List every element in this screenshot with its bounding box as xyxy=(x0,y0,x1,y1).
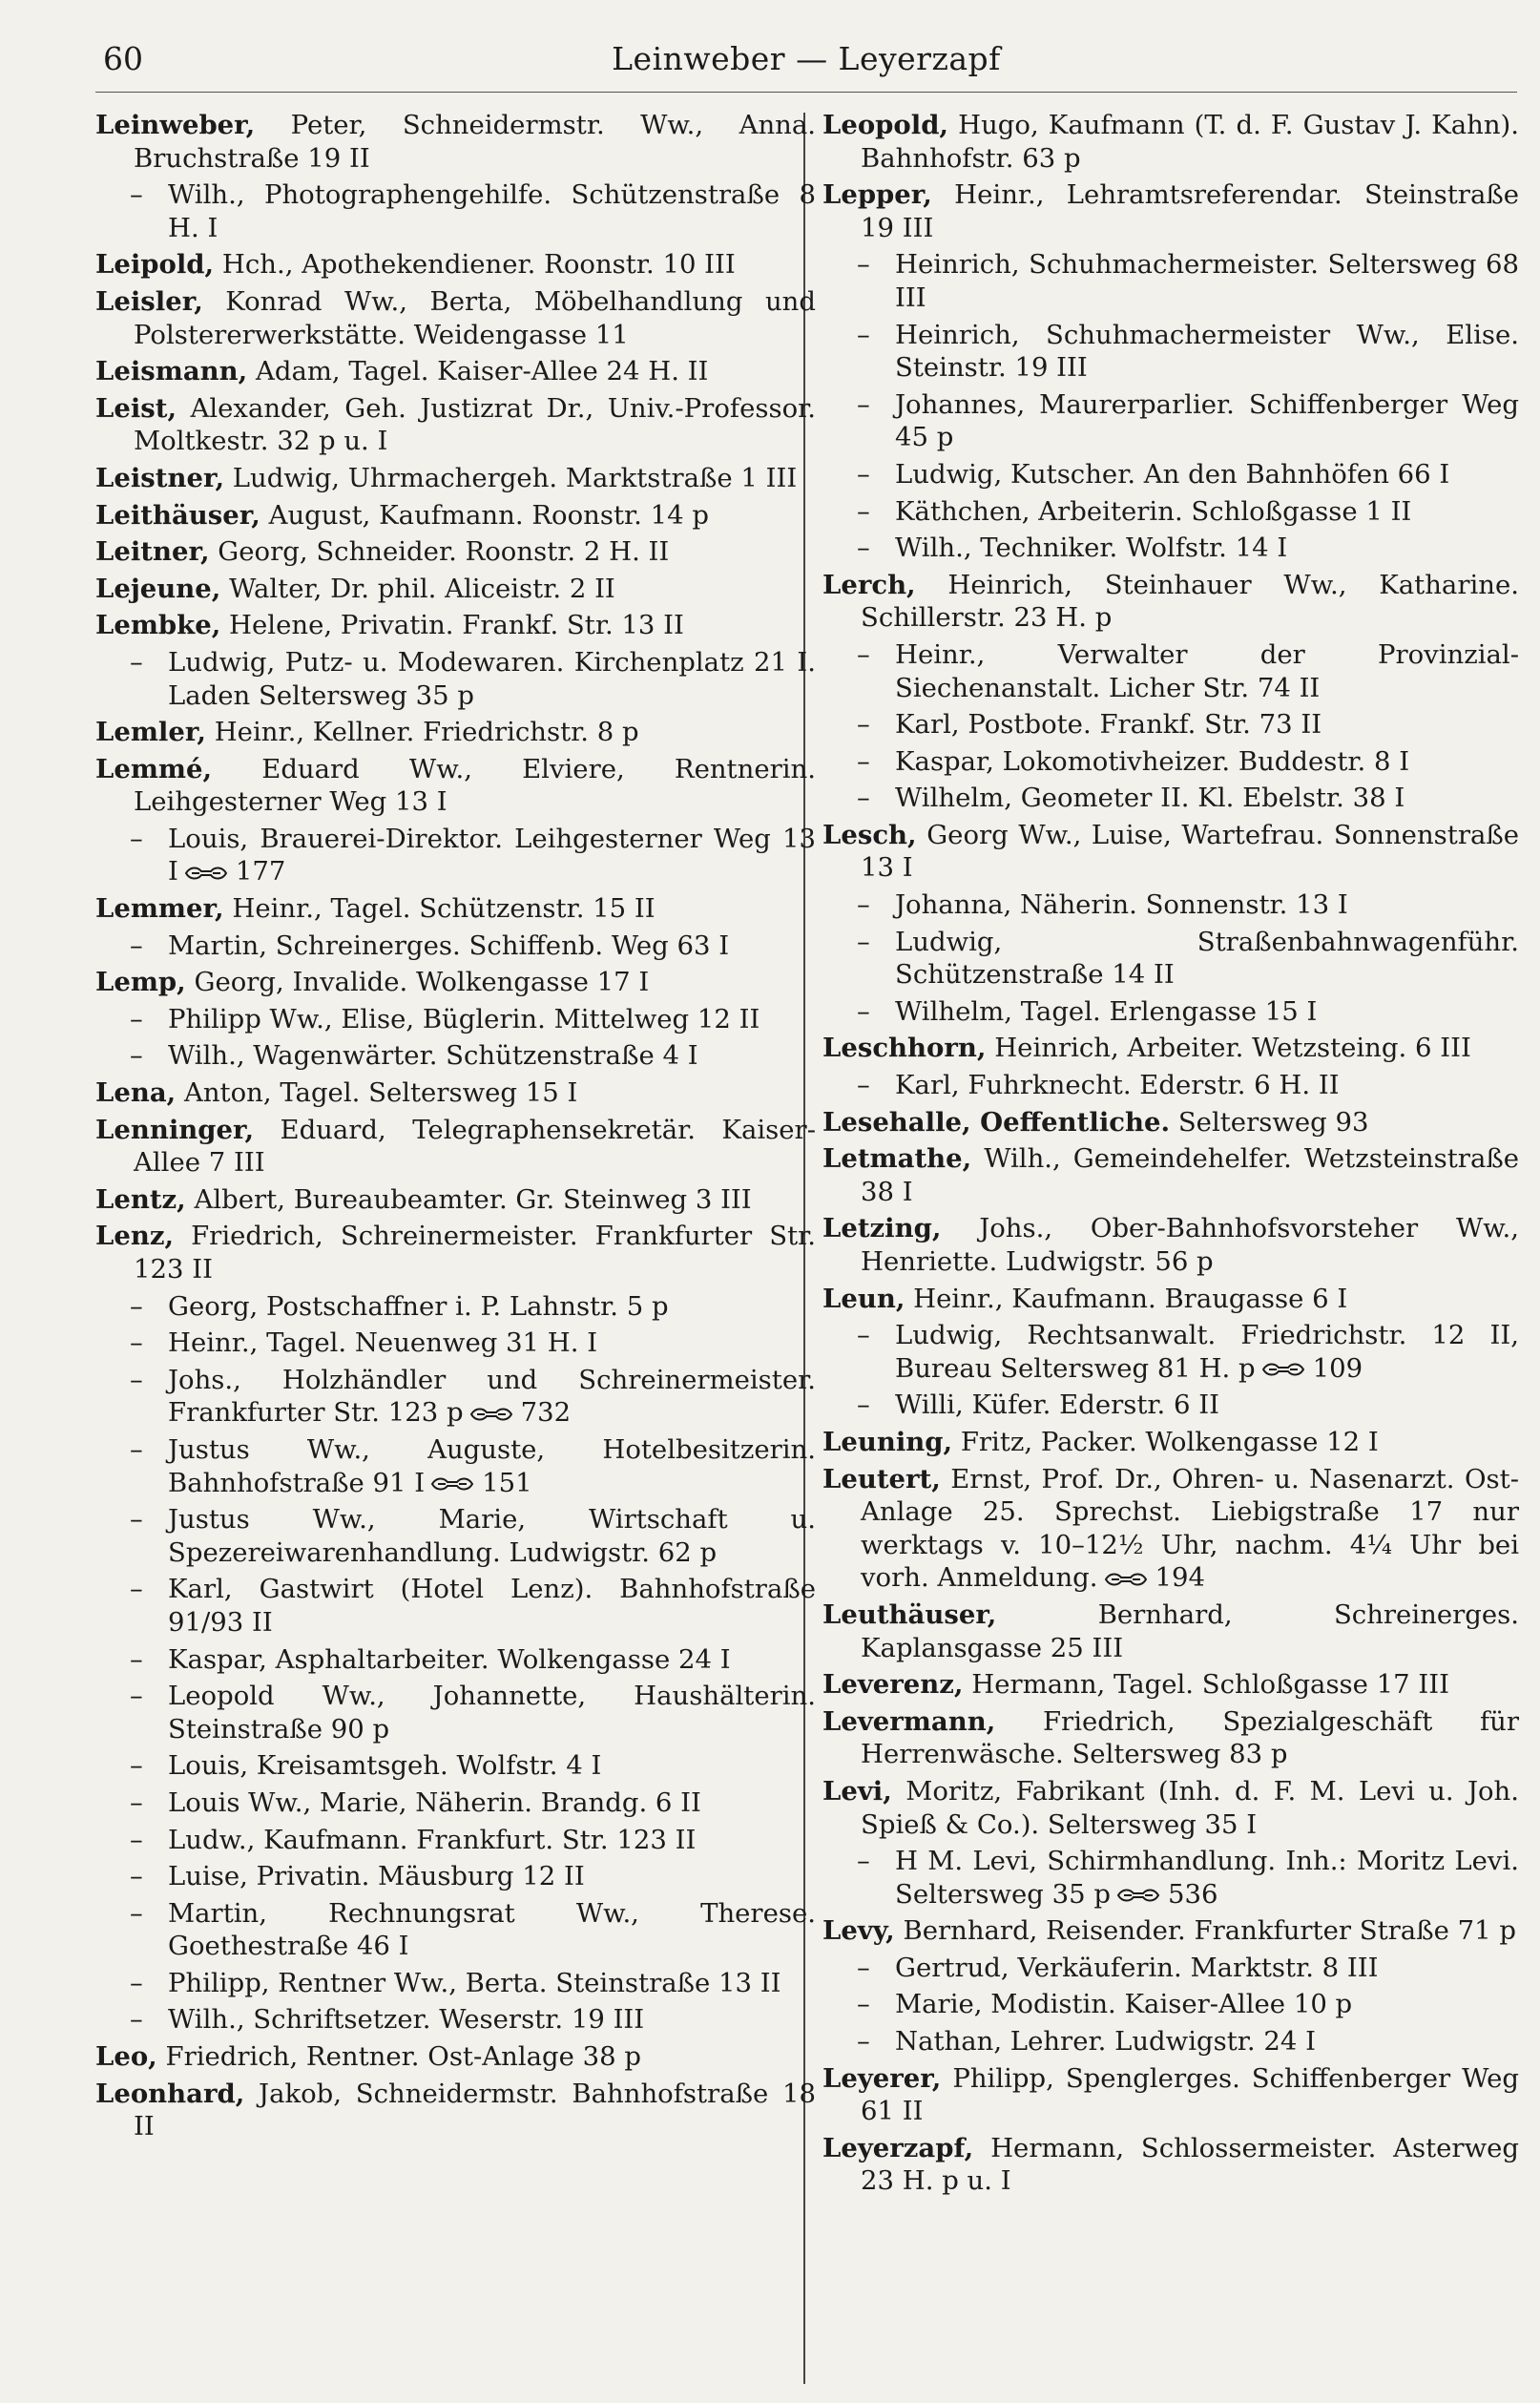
continuation-dash: – xyxy=(130,1504,143,1536)
directory-entry xyxy=(95,1897,816,1963)
continuation-dash: – xyxy=(130,1327,143,1359)
entry-surname: Lesch, xyxy=(822,819,917,850)
entry-surname: Lemp, xyxy=(95,967,186,998)
entry-text: Fritz, Packer. Wolkengasse 12 I xyxy=(960,1426,1379,1457)
continuation-dash: – xyxy=(130,1750,143,1782)
entry-surname: Lenz, xyxy=(95,1221,175,1252)
continuation-dash: – xyxy=(857,783,870,814)
entry-surname: Lepper, xyxy=(822,179,932,211)
entry-text: Wilhelm, Geometer II. Kl. Ebelstr. 38 I xyxy=(895,783,1405,814)
entry-surname: Leinweber, xyxy=(95,110,256,140)
entry-text: August, Kaufmann. Roonstr. 14 p xyxy=(268,499,709,531)
entry-text: Wilh., Schriftsetzer. Weserstr. 19 III xyxy=(168,2004,645,2036)
entry-text: Wilh., Techniker. Wolfstr. 14 I xyxy=(895,533,1288,564)
entry-surname: Leitner, xyxy=(95,536,210,568)
continuation-dash: – xyxy=(857,495,870,527)
entry-text: Peter, Schneidermstr. Ww., Anna. Bruchstraße 19 II xyxy=(134,110,816,174)
directory-entry xyxy=(95,1327,816,1360)
directory-entry xyxy=(95,1749,816,1783)
continuation-dash: – xyxy=(130,1897,143,1929)
entry-text: Philipp Ww., Elise, Büglerin. Mittelweg 12 II xyxy=(168,1003,760,1034)
left-column xyxy=(95,109,816,2147)
directory-entry xyxy=(822,2132,1519,2198)
continuation-dash: – xyxy=(130,2004,143,2036)
continuation-dash: – xyxy=(130,1040,143,1072)
entry-surname: Lerch, xyxy=(822,569,916,600)
entry-text: Hch., Apothekendiener. Roonstr. 10 III xyxy=(221,249,736,281)
directory-entry xyxy=(95,573,816,606)
directory-entry xyxy=(822,248,1519,314)
entry-text: Moritz, Fabrikant (Inh. d. F. M. Levi u. Joh. Spieß & Co.). Seltersweg 35 I xyxy=(861,1775,1519,1840)
directory-entry xyxy=(822,638,1519,704)
entry-surname: Leun, xyxy=(822,1283,905,1314)
continuation-dash: – xyxy=(130,1574,143,1605)
directory-entry xyxy=(822,782,1519,815)
entry-text: Philipp, Spenglerges. Schiffenberger Weg 61 II xyxy=(861,2062,1519,2127)
directory-entry xyxy=(95,285,816,351)
directory-entry xyxy=(95,248,816,282)
entry-surname: Leithäuser, xyxy=(95,499,260,531)
entry-text: Bernhard, Schreinerges. Kaplansgasse 25 III xyxy=(861,1599,1519,1663)
entry-text: Seltersweg 93 xyxy=(1177,1106,1369,1138)
entry-text: Heinrich, Steinhauer Ww., Katharine. Schillerstr. 23 H. p xyxy=(861,569,1519,634)
entry-surname: Leonhard, xyxy=(95,2078,245,2109)
directory-entry xyxy=(822,1142,1519,1208)
directory-entry xyxy=(95,1114,816,1180)
entry-text: Ludwig, Straßenbahnwagenführ. Schützenstraße 14 II xyxy=(895,926,1519,991)
directory-entry xyxy=(95,753,816,819)
continuation-dash: – xyxy=(857,1320,870,1351)
continuation-dash: – xyxy=(130,930,143,961)
directory-entry xyxy=(95,930,816,963)
directory-entry xyxy=(95,1824,816,1857)
directory-entry xyxy=(95,178,816,244)
phone-number: 109 xyxy=(1312,1352,1363,1384)
running-head: Leinweber — Leyerzapf xyxy=(612,40,1001,77)
entry-surname: Lenninger, xyxy=(95,1114,255,1145)
continuation-dash: – xyxy=(857,319,870,350)
continuation-dash: – xyxy=(857,2026,870,2058)
entry-text: Johanna, Näherin. Sonnenstr. 13 I xyxy=(895,889,1348,921)
directory-entry xyxy=(95,1967,816,2000)
entry-text: Kaspar, Lokomotivheizer. Buddestr. 8 I xyxy=(895,745,1410,777)
directory-entry xyxy=(95,499,816,533)
directory-entry xyxy=(822,1775,1519,1841)
entry-surname: Leschhorn, xyxy=(822,1033,987,1064)
entry-text: Heinrich, Arbeiter. Wetzsteing. 6 III xyxy=(994,1033,1471,1064)
entry-text: Ludwig, Putz- u. Modewaren. Kirchenplatz 21 I. Laden Seltersweg 35 p xyxy=(168,646,816,711)
entry-surname: Leuning, xyxy=(822,1426,953,1457)
directory-entry xyxy=(822,1599,1519,1664)
continuation-dash: – xyxy=(130,179,143,211)
entry-text: Konrad Ww., Berta, Möbelhandlung und Polstererwerkstätte. Weidengasse 11 xyxy=(134,285,816,350)
telephone-icon xyxy=(1116,1887,1160,1904)
entry-surname: Lemmer, xyxy=(95,893,224,925)
directory-entry xyxy=(95,1680,816,1745)
entry-text: Louis, Kreisamtsgeh. Wolfstr. 4 I xyxy=(168,1750,602,1782)
directory-entry xyxy=(822,319,1519,385)
directory-entry xyxy=(95,1643,816,1677)
telephone-icon xyxy=(1104,1571,1148,1588)
directory-entry xyxy=(822,458,1519,491)
entry-surname: Leyerzapf, xyxy=(822,2132,974,2163)
continuation-dash: – xyxy=(130,1681,143,1712)
continuation-dash: – xyxy=(857,1390,870,1421)
phone-number: 536 xyxy=(1168,1878,1218,1910)
directory-entry xyxy=(822,388,1519,454)
entry-text: Wilhelm, Tagel. Erlengasse 15 I xyxy=(895,995,1318,1027)
entry-text: Alexander, Geh. Justizrat Dr., Univ.-Professor. Moltkestr. 32 p u. I xyxy=(134,392,816,457)
entry-text: Ludwig, Rechtsanwalt. Friedrichstr. 12 II, Bureau Seltersweg 81 H. p xyxy=(895,1320,1519,1384)
directory-entry xyxy=(822,569,1519,635)
directory-entry xyxy=(95,823,816,888)
entry-surname: Leist, xyxy=(95,392,177,424)
entry-surname: Leutert, xyxy=(822,1463,941,1494)
entry-text: Hermann, Schlossermeister. Asterweg 23 H. p u. I xyxy=(861,2132,1519,2197)
phone-number: 732 xyxy=(520,1397,572,1429)
directory-entry xyxy=(822,1032,1519,1065)
directory-entry xyxy=(822,1069,1519,1102)
directory-entry xyxy=(822,1106,1519,1139)
entry-surname: Lemler, xyxy=(95,717,206,748)
continuation-dash: – xyxy=(857,1846,870,1877)
directory-entry xyxy=(95,2003,816,2037)
continuation-dash: – xyxy=(857,458,870,490)
continuation-dash: – xyxy=(857,388,870,420)
continuation-dash: – xyxy=(130,646,143,678)
directory-entry xyxy=(822,178,1519,244)
entry-surname: Lentz, xyxy=(95,1183,186,1215)
continuation-dash: – xyxy=(857,889,870,921)
directory-entry xyxy=(822,1212,1519,1278)
entry-surname: Leisler, xyxy=(95,285,203,317)
entry-text: Hermann, Tagel. Schloßgasse 17 III xyxy=(971,1669,1450,1701)
directory-entry xyxy=(822,1914,1519,1948)
entry-text: Philipp, Rentner Ww., Berta. Steinstraße 13 II xyxy=(168,1967,781,1998)
entry-text: Johs., Holzhändler und Schreinermeister. Frankfurter Str. 123 p xyxy=(168,1364,816,1429)
continuation-dash: – xyxy=(857,926,870,957)
entry-text: Karl, Postbote. Frankf. Str. 73 II xyxy=(895,709,1322,741)
entry-text: Marie, Modistin. Kaiser-Allee 10 p xyxy=(895,1989,1353,2020)
entry-surname: Letzing, xyxy=(822,1213,942,1244)
directory-entry xyxy=(95,392,816,458)
entry-text: Eduard, Telegraphensekretär. Kaiser-Allee 7 III xyxy=(134,1114,816,1179)
entry-surname: Leverenz, xyxy=(822,1669,964,1701)
right-column xyxy=(822,109,1519,2202)
directory-entry xyxy=(822,888,1519,922)
entry-text: Willi, Küfer. Ederstr. 6 II xyxy=(895,1390,1219,1421)
directory-entry xyxy=(822,1988,1519,2021)
entry-text: Georg, Postschaffner i. P. Lahnstr. 5 p xyxy=(168,1290,669,1322)
entry-text: Heinr., Verwalter der Provinzial-Siechenanstalt. Licher Str. 74 II xyxy=(895,638,1519,703)
directory-entry xyxy=(95,2078,816,2143)
entry-text: Helene, Privatin. Frankf. Str. 13 II xyxy=(229,610,684,641)
directory-entry xyxy=(95,1076,816,1110)
entry-text: Justus Ww., Auguste, Hotelbesitzerin. Bahnhofstraße 91 I xyxy=(168,1433,816,1498)
directory-entry xyxy=(95,1290,816,1324)
telephone-icon xyxy=(1261,1361,1305,1378)
continuation-dash: – xyxy=(130,1364,143,1395)
entry-text: Martin, Schreinerges. Schiffenb. Weg 63 I xyxy=(168,930,730,961)
entry-surname: Lembke, xyxy=(95,610,221,641)
directory-entry xyxy=(95,535,816,569)
directory-entry xyxy=(95,355,816,388)
continuation-dash: – xyxy=(857,249,870,281)
continuation-dash: – xyxy=(857,745,870,777)
continuation-dash: – xyxy=(857,533,870,564)
telephone-icon xyxy=(184,865,228,882)
entry-surname: Lesehalle, Oeffentliche. xyxy=(822,1106,1171,1138)
entry-surname: Leismann, xyxy=(95,356,248,387)
entry-surname: Levy, xyxy=(822,1915,895,1947)
directory-entry xyxy=(95,1039,816,1073)
directory-entry xyxy=(822,1283,1519,1316)
entry-text: H M. Levi, Schirmhandlung. Inh.: Moritz Levi. Seltersweg 35 p xyxy=(895,1846,1519,1910)
entry-text: Bernhard, Reisender. Frankfurter Straße 71 p xyxy=(903,1915,1516,1947)
directory-entry xyxy=(95,1364,816,1430)
continuation-dash: – xyxy=(130,1433,143,1465)
directory-entry xyxy=(95,1860,816,1893)
page-header xyxy=(95,34,1517,93)
directory-entry xyxy=(95,966,816,999)
continuation-dash: – xyxy=(130,823,143,854)
entry-text: Wilh., Gemeindehelfer. Wetzsteinstraße 38 I xyxy=(861,1143,1519,1207)
entry-surname: Lejeune, xyxy=(95,573,221,604)
entry-text: Anton, Tagel. Seltersweg 15 I xyxy=(183,1077,578,1109)
continuation-dash: – xyxy=(130,1861,143,1892)
directory-entry xyxy=(822,745,1519,779)
entry-text: Eduard Ww., Elviere, Rentnerin. Leihgesterner Weg 13 I xyxy=(134,753,816,818)
entry-surname: Lemmé, xyxy=(95,753,213,784)
continuation-dash: – xyxy=(130,1824,143,1855)
entry-text: Georg Ww., Luise, Wartefrau. Sonnenstraße 13 I xyxy=(861,819,1520,884)
directory-entry xyxy=(822,819,1519,885)
entry-text: Walter, Dr. phil. Aliceistr. 2 II xyxy=(229,573,615,604)
entry-surname: Leyerer, xyxy=(822,2062,942,2094)
continuation-dash: – xyxy=(857,1952,870,1983)
entry-text: Kaspar, Asphaltarbeiter. Wolkengasse 24 I xyxy=(168,1643,731,1675)
entry-text: Ernst, Prof. Dr., Ohren- u. Nasenarzt. Ost-Anlage 25. Sprechst. Liebigstraße 17 nur werktags v. 10–12½ Uhr, nachm. 4¼ Uhr bei vorh. Anmeldung. xyxy=(861,1463,1519,1594)
entry-text: Nathan, Lehrer. Ludwigstr. 24 I xyxy=(895,2026,1316,2058)
directory-entry xyxy=(822,1668,1519,1702)
continuation-dash: – xyxy=(130,1643,143,1675)
entry-surname: Levi, xyxy=(822,1775,892,1807)
directory-entry xyxy=(822,109,1519,175)
directory-entry xyxy=(95,646,816,712)
directory-entry xyxy=(95,1433,816,1499)
entry-surname: Letmathe, xyxy=(822,1143,972,1175)
directory-entry xyxy=(95,2040,816,2074)
directory-entry xyxy=(95,109,816,175)
directory-entry xyxy=(95,609,816,642)
entry-surname: Leipold, xyxy=(95,249,215,281)
entry-text: Heinr., Kellner. Friedrichstr. 8 p xyxy=(214,717,639,748)
entry-text: Karl, Fuhrknecht. Ederstr. 6 H. II xyxy=(895,1070,1340,1101)
entry-text: Jakob, Schneidermstr. Bahnhofstraße 18 II xyxy=(134,2078,816,2142)
entry-surname: Lena, xyxy=(95,1077,177,1109)
entry-text: Friedrich, Schreinermeister. Frankfurter Str. 123 II xyxy=(134,1221,816,1285)
entry-text: Georg, Schneider. Roonstr. 2 H. II xyxy=(218,536,670,568)
directory-entry xyxy=(95,1183,816,1217)
phone-number: 177 xyxy=(235,856,286,888)
continuation-dash: – xyxy=(130,1787,143,1818)
entry-text: Ludwig, Kutscher. An den Bahnhöfen 66 I xyxy=(895,458,1450,490)
phone-number: 151 xyxy=(482,1467,532,1498)
directory-entry xyxy=(95,1503,816,1569)
entry-surname: Leuthäuser, xyxy=(822,1599,997,1630)
entry-text: Leopold Ww., Johannette, Haushälterin. Steinstraße 90 p xyxy=(168,1681,816,1745)
directory-entry xyxy=(822,1426,1519,1459)
directory-entry xyxy=(822,2025,1519,2058)
entry-text: Heinr., Kaufmann. Braugasse 6 I xyxy=(913,1283,1348,1314)
continuation-dash: – xyxy=(857,995,870,1027)
telephone-icon xyxy=(469,1406,513,1423)
entry-text: Albert, Bureaubeamter. Gr. Steinweg 3 III xyxy=(194,1183,752,1215)
directory-entry xyxy=(822,926,1519,992)
entry-text: Gertrud, Verkäuferin. Marktstr. 8 III xyxy=(895,1952,1379,1983)
entry-surname: Leistner, xyxy=(95,462,225,493)
entry-text: Hugo, Kaufmann (T. d. F. Gustav J. Kahn). Bahnhofstr. 63 p xyxy=(861,110,1519,174)
directory-entry xyxy=(822,708,1519,742)
continuation-dash: – xyxy=(857,709,870,741)
directory-entry xyxy=(95,892,816,926)
entry-text: Louis, Brauerei-Direktor. Leihgesterner Weg 13 I xyxy=(168,823,816,888)
entry-text: Georg, Invalide. Wolkengasse 17 I xyxy=(194,967,650,998)
entry-text: Johannes, Maurerparlier. Schiffenberger Weg 45 p xyxy=(895,388,1519,453)
continuation-dash: – xyxy=(130,1290,143,1322)
entry-text: Käthchen, Arbeiterin. Schloßgasse 1 II xyxy=(895,495,1412,527)
phone-number: 194 xyxy=(1155,1562,1206,1594)
directory-entry xyxy=(822,1845,1519,1911)
entry-surname: Leopold, xyxy=(822,110,948,140)
entry-text: Louis Ww., Marie, Näherin. Brandg. 6 II xyxy=(168,1787,701,1818)
directory-entry xyxy=(822,995,1519,1029)
directory-entry xyxy=(95,462,816,495)
continuation-dash: – xyxy=(857,1070,870,1101)
entry-text: Wilh., Wagenwärter. Schützenstraße 4 I xyxy=(168,1040,698,1072)
entry-text: Heinrich, Schuhmachermeister Ww., Elise. Steinstr. 19 III xyxy=(895,319,1519,384)
page-number: 60 xyxy=(103,40,143,77)
entry-text: Friedrich, Rentner. Ost-Anlage 38 p xyxy=(165,2041,641,2073)
entry-text: Heinr., Tagel. Schützenstr. 15 II xyxy=(232,893,656,925)
directory-entry xyxy=(822,532,1519,565)
continuation-dash: – xyxy=(130,1967,143,1998)
directory-entry xyxy=(822,2062,1519,2128)
directory-entry xyxy=(95,1220,816,1285)
entry-text: Karl, Gastwirt (Hotel Lenz). Bahnhofstraße 91/93 II xyxy=(168,1574,816,1638)
entry-text: Justus Ww., Marie, Wirtschaft u. Spezereiwarenhandlung. Ludwigstr. 62 p xyxy=(168,1504,816,1568)
entry-text: Luise, Privatin. Mäusburg 12 II xyxy=(168,1861,585,1892)
directory-entry xyxy=(822,1389,1519,1422)
directory-entry xyxy=(95,1003,816,1036)
entry-text: Ludw., Kaufmann. Frankfurt. Str. 123 II xyxy=(168,1824,697,1855)
continuation-dash: – xyxy=(130,1003,143,1034)
entry-text: Johs., Ober-Bahnhofsvorsteher Ww., Henriette. Ludwigstr. 56 p xyxy=(861,1213,1519,1277)
entry-text: Martin, Rechnungsrat Ww., Therese. Goethestraße 46 I xyxy=(168,1897,816,1962)
entry-surname: Levermann, xyxy=(822,1705,996,1737)
directory-entry xyxy=(822,1463,1519,1595)
directory-entry xyxy=(822,495,1519,529)
directory-entry xyxy=(95,1573,816,1639)
entry-text: Friedrich, Spezialgeschäft für Herrenwäsche. Seltersweg 83 p xyxy=(861,1705,1519,1770)
entry-text: Heinrich, Schuhmachermeister. Seltersweg 68 III xyxy=(895,249,1519,313)
entry-text: Wilh., Photographengehilfe. Schützenstraße 8 H. I xyxy=(168,179,816,243)
directory-entry xyxy=(822,1952,1519,1985)
directory-entry xyxy=(95,1787,816,1820)
entry-text: Heinr., Tagel. Neuenweg 31 H. I xyxy=(168,1327,598,1359)
continuation-dash: – xyxy=(857,638,870,670)
entry-text: Ludwig, Uhrmachergeh. Marktstraße 1 III xyxy=(232,462,798,493)
telephone-icon xyxy=(430,1475,474,1493)
directory-entry xyxy=(822,1319,1519,1385)
directory-entry xyxy=(95,716,816,749)
continuation-dash: – xyxy=(857,1989,870,2020)
directory-entry xyxy=(822,1705,1519,1771)
entry-text: Adam, Tagel. Kaiser-Allee 24 H. II xyxy=(256,356,709,387)
entry-surname: Leo, xyxy=(95,2041,157,2073)
entry-text: Heinr., Lehramtsreferendar. Steinstraße 19 III xyxy=(861,179,1519,243)
